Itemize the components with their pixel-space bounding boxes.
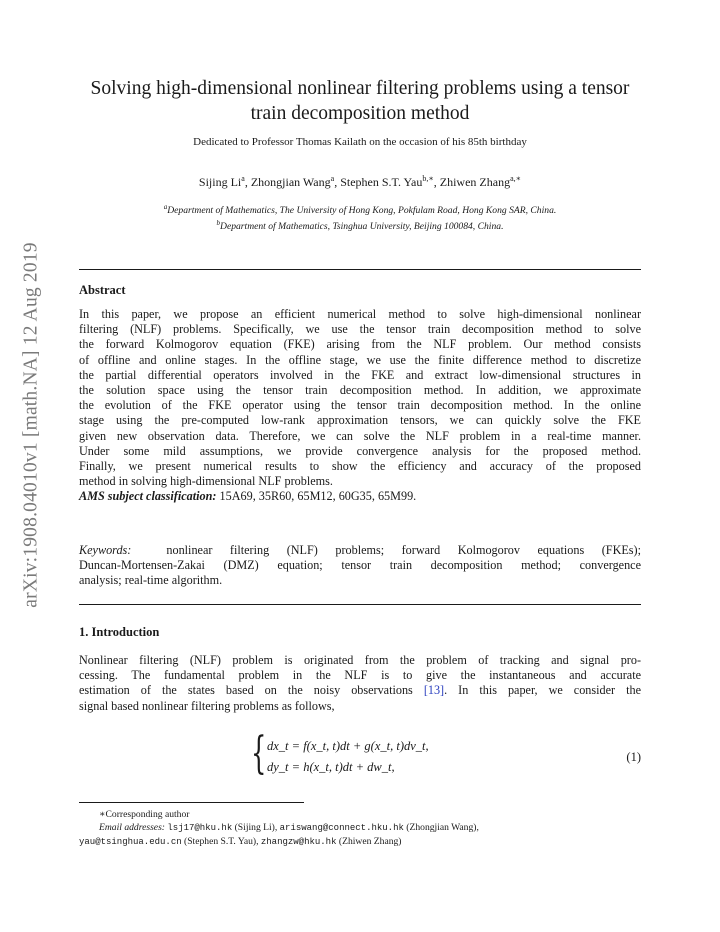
abstract-line: the partial differential operators involved in the FKE and extract low-dimensional structures in (79, 367, 641, 382)
affiliations (79, 201, 641, 233)
arxiv-identifier-text: arXiv:1908.04010v1 [math.NA] 12 Aug 2019 (21, 242, 42, 608)
abstract-body (79, 307, 641, 505)
affiliation-a (79, 201, 641, 217)
intro-line: Nonlinear filtering (NLF) problem is originated from the problem of tracking and signal pro- (79, 653, 641, 667)
equation-brace: { (251, 728, 267, 779)
intro-line-text: . In this paper, we consider the (444, 683, 641, 698)
equation-1 (251, 728, 531, 781)
dedication: Dedicated to Professor Thomas Kailath on the occasion of his 85th birthday (193, 136, 527, 148)
author-affil-mark: a (330, 174, 335, 183)
email-address[interactable]: lsj17@hku.hk (167, 823, 233, 833)
abstract-top-rule (79, 269, 641, 270)
introduction-heading: 1. Introduction (79, 625, 160, 639)
author-name: Stephen S.T. Yau (340, 175, 423, 189)
email-line (79, 835, 641, 849)
ams-classification (79, 489, 641, 504)
abstract-line: Finally, we present numerical results to show the efficiency and accuracy of the proposed (79, 459, 641, 474)
abstract-line: of offline and online stages. In the offline stage, we use the finite difference method to discretize (79, 352, 641, 367)
author-name: Sijing Li (198, 175, 242, 189)
affil-mark: b (216, 219, 221, 228)
intro-line: cessing. The fundamental problem in the NLF is to give the instantaneous and accurate (79, 668, 641, 683)
abstract-line: In this paper, we propose an efficient numerical method to solve high-dimensional nonlinear (79, 307, 641, 321)
abstract-line: Under some mild assumptions, we provide convergence analysis for the proposed method. (79, 443, 641, 458)
citation-link[interactable]: [13] (423, 683, 445, 698)
arxiv-identifier (14, 200, 50, 650)
author-separator: , (244, 175, 251, 189)
author-separator: , (433, 175, 440, 189)
intro-line-text: estimation of the states based on the noisy observations (79, 683, 424, 698)
author-affil-mark: a,∗ (510, 174, 522, 183)
abstract-line: method in solving high-dimensional NLF problems. (79, 474, 333, 489)
email-owner: (Zhongjian Wang), (403, 822, 479, 833)
email-owner: (Stephen S.T. Yau), (181, 836, 261, 847)
abstract-line: the forward Kolmogorov equation (FKE) arising from the NLF problem. Our method consists (79, 337, 641, 352)
equation-line-2: dy_t = h(x_t, t)dt + dw_t, (267, 760, 395, 774)
equation-line-1: dx_t = f(x_t, t)dt + g(x_t, t)dv_t, (267, 739, 429, 753)
affiliation-b (79, 217, 641, 233)
abstract-line: the solution space using the tensor train decomposition method. In addition, we approximate (79, 383, 641, 398)
introduction-body (79, 653, 641, 714)
author-name: Zhiwen Zhang (439, 175, 511, 189)
keywords-text: nonlinear filtering (NLF) problems; forward Kolmogorov equations (FKEs); (166, 543, 641, 557)
abstract-bottom-rule (79, 604, 641, 605)
keywords-label: Keywords: (79, 543, 132, 557)
email-line (79, 821, 641, 835)
keywords-line: analysis; real-time algorithm. (79, 573, 223, 588)
email-address[interactable]: ariswang@connect.hku.hk (279, 823, 404, 833)
abstract-line: stage using the pre-computed low-rank approximation tensors, we can quickly solve the FKE (79, 413, 641, 428)
email-address[interactable]: yau@tsinghua.edu.cn (79, 837, 182, 847)
footnote (79, 808, 641, 849)
paper-title (79, 76, 641, 126)
keywords-block (79, 543, 641, 589)
author-affil-mark: a (241, 174, 245, 183)
keywords-line (79, 543, 641, 558)
equation-number: (1) (626, 750, 641, 764)
email-address[interactable]: zhangzw@hku.hk (260, 837, 337, 847)
abstract-heading: Abstract (79, 283, 126, 297)
ams-label: AMS subject classification: (79, 489, 217, 504)
email-label: Email addresses: (99, 822, 165, 833)
abstract-line: filtering (NLF) problems. Specifically, we use the tensor train decomposition method to solve (79, 322, 641, 337)
corresponding-author-note: ∗Corresponding author (99, 809, 190, 820)
email-owner: (Zhiwen Zhang) (336, 836, 402, 847)
intro-line (79, 683, 641, 698)
title-line-1: Solving high-dimensional nonlinear filtering problems using a tensor (90, 78, 630, 99)
ams-codes: 15A69, 35R60, 65M12, 60G35, 65M99. (216, 489, 417, 504)
footnote-rule (79, 802, 304, 803)
author-separator: , (334, 175, 341, 189)
title-line-2: train decomposition method (250, 103, 470, 124)
abstract-line: the evolution of the FKE operator using the tensor train decomposition method. In the online (79, 398, 641, 413)
affil-mark: a (163, 203, 168, 211)
affil-text: Department of Mathematics, The University of Hong Kong, Pokfulam Road, Hong Kong SAR, China. (167, 205, 557, 217)
keywords-line: Duncan-Mortensen-Zakai (DMZ) equation; tensor train decomposition method; convergence (79, 558, 641, 573)
author-affil-mark: b,∗ (422, 174, 434, 183)
email-owner: (Sijing Li), (232, 822, 280, 833)
affil-text: Department of Mathematics, Tsinghua University, Beijing 100084, China. (220, 221, 504, 233)
author-list (79, 174, 641, 190)
abstract-line: given new observation data. Therefore, we can solve the NLF problem in a real-time manner. (79, 428, 641, 443)
author-name: Zhongjian Wang (250, 175, 331, 189)
intro-line: signal based nonlinear filtering problems as follows, (79, 698, 335, 713)
